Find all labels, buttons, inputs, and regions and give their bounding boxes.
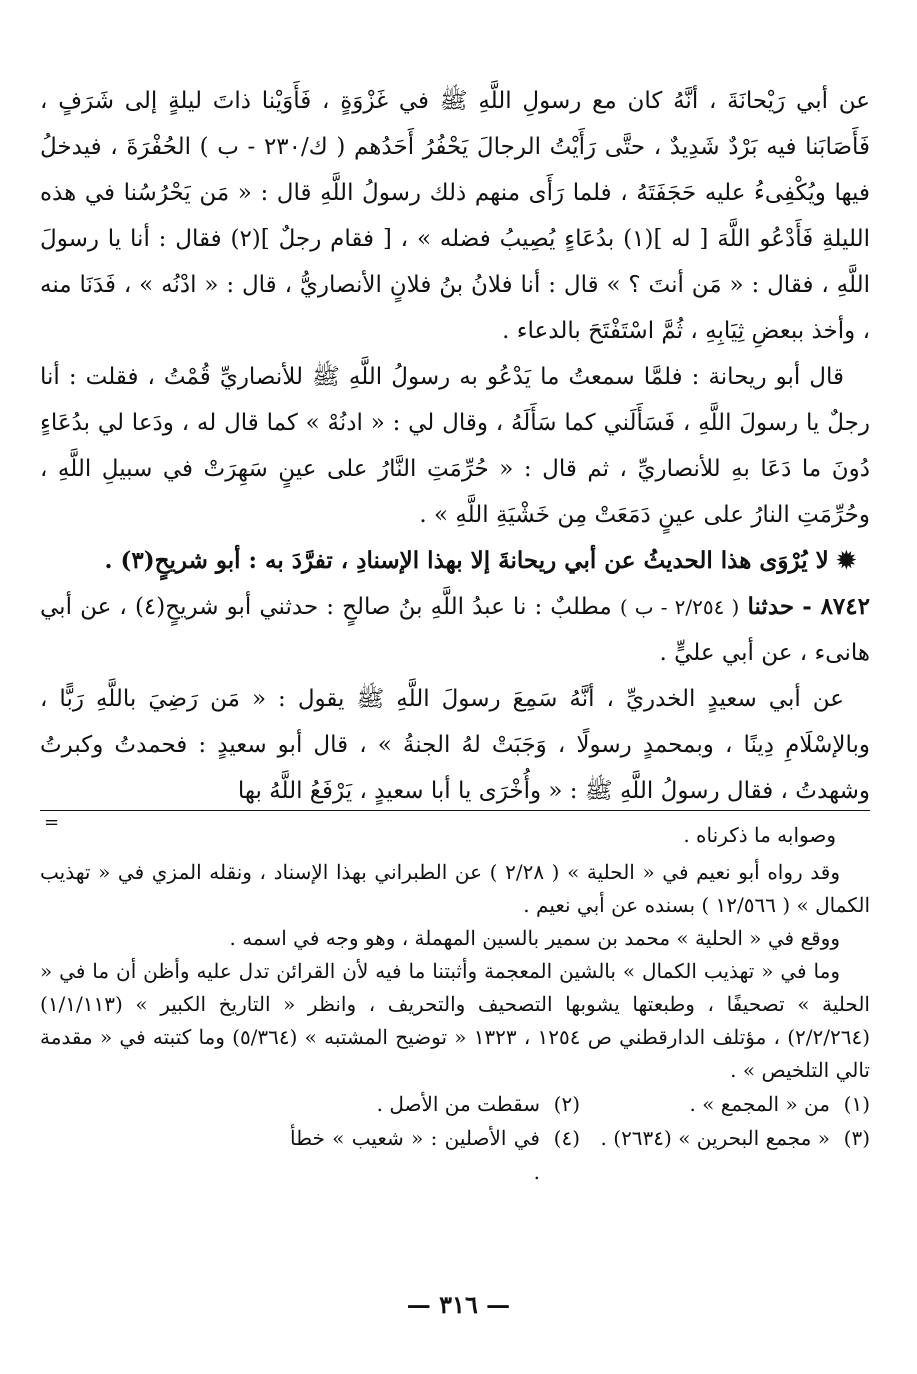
footnote-continuation: وصوابه ما ذكرناه . [683,823,836,847]
hadith-paragraph-3: عن أبي سعيدٍ الخدريِّ ، أنَّهُ سَمِعَ رسولَ اللَّهِ ﷺ يقول : « مَن رَضِيَ باللَّهِ رَبًّا ، وبالإسْلَامِ دِينًا ، وبمحمدٍ رسولًا ، وَجَبَتْ لهُ الجنةُ » ، قال أبو سعيدٍ : فحمدتُ وكبرتُ وشهدتُ ، فقال رسولُ اللَّهِ ﷺ : « وأُخْرَى يا أبا سعيدٍ ، يَرْفَعُ اللَّهُ بها [40,686,870,804]
footnote-row [40,1087,870,1121]
main-text [40,78,870,814]
footnote-2 [290,1087,580,1121]
hadith-paragraph-1: عن أبي رَيْحانَةَ ، أنَّهُ كان مع رسولِ اللَّهِ ﷺ في غَزْوَةٍ ، فَأَوَيْنا ذاتَ ليلةٍ إلى شَرَفٍ ، فَأَصَابَنا فيه بَرْدٌ شَدِيدٌ ، حتَّى رَأَيْتُ الرجالَ يَحْفُرُ أَحَدُهم ( ك/٢٣٠ - ب ) الحُفْرَةَ ، فيدخلُ فيها ويُكْفِىءُ عليه حَجَفَتَهُ ، فلما رَأَى منهم ذلك رسولُ اللَّهِ قال : « مَن يَحْرُسُنا في هذه الليلةِ فَأَدْعُو اللَّهَ [ له ](١) بدُعَاءٍ يُصِيبُ فضله » ، [ فقام رجلٌ ](٢) فقال : أنا يا رسولَ اللَّهِ ، فقال : « مَن أنتَ ؟ » قال : أنا فلانُ بنُ فلانٍ الأنصاريُّ ، قال : « ادْنُه » ، فَدَنَا منه ، وأخذ ببعضِ ثِيَابِهِ ، ثُمَّ اسْتَفْتَحَ بالدعاء . [40,88,870,344]
numbered-footnotes [40,1087,870,1189]
manuscript-ref: ( ٢/٢٥٤ - ب ) [619,595,740,619]
footnote-note-1: وقد رواه أبو نعيم في « الحلية » ( ٢/٢٨ ) عن الطبراني بهذا الإسناد ، ونقله المزي في « تهذيب الكمال » ( ١٢/٥٦٦ ) بسنده عن أبي نعيم . [40,860,870,917]
hadith-paragraph-2: قال أبو ريحانة : فلمَّا سمعتُ ما يَدْعُو به رسولُ اللَّهِ ﷺ للأنصاريِّ قُمْتُ ، فقلت : أنا رجلٌ يا رسولَ اللَّهِ ، فَسَأَلَني كما سَأَلَهُ ، وقال لي : « ادنُهْ » كما قال له ، ودَعا لي بدُعَاءٍ دُونَ ما دَعَا بهِ للأنصاريِّ ، ثم قال : « حُرِّمَتِ النَّارُ على عينٍ سَهِرَتْ في سبيلِ اللَّهِ ، وحُرِّمَتِ النارُ على عينٍ دَمَعَتْ مِن خَشْيَةِ اللَّهِ » . [40,364,870,528]
footnote-number: (٤) [553,1126,580,1150]
continuation-mark: = [44,812,60,833]
page-number: — ٣١٦ — [406,1290,511,1319]
footnote-text: في الأصلين : « شعيب » خطأ . [290,1126,540,1184]
hadith-number: ٨٧٤٢ - [802,593,870,620]
footnote-text: سقطت من الأصل . [376,1092,540,1116]
hadith-8742-header [40,584,870,676]
separator-line [40,810,870,811]
footnote-1 [580,1087,870,1121]
footnote-4 [290,1121,580,1189]
footnote-text: من « المجمع » . [689,1092,830,1116]
footnote-number: (١) [843,1092,870,1116]
haddathana-label: حدثنا [747,593,795,620]
footnote-notes [40,856,870,1087]
footnote-3 [580,1121,870,1189]
footnote-number: (٢) [553,1092,580,1116]
footnote-text: « مجمع البحرين » (٢٦٣٤) . [600,1126,830,1150]
footnote-note-3: وما في « تهذيب الكمال » بالشين المعجمة وأثبتنا ما فيه لأن القرائن تدل عليه وأظن أن ما في « الحلية » تصحيفًا ، وطبعتها يشوبها التصحيف والتحريف ، وانظر « التاريخ الكبير » (١/١/١١٣) (٢/٢/٢٦٤) ، مؤتلف الدارقطني ص ١٢٥٤ ، ١٣٢٣ « توضيح المشتبه » (٥/٣٦٤) وما كتبته في « مقدمة تالي التلخيص » . [40,959,870,1082]
footnote-separator [40,810,870,833]
isnad-note: ✹ لا يُرْوَى هذا الحديثُ عن أبي ريحانةَ إلا بهذا الإسنادِ ، تفرَّدَ به : أبو شريحٍ(٣) . [104,547,856,574]
book-page [40,78,870,1189]
footnote-number: (٣) [843,1126,870,1150]
footnote-note-2: ووقع في « الحلية » محمد بن سمير بالسين المهملة ، وهو وجه في اسمه . [229,926,840,950]
isnad-text: مطلبٌ : نا عبدُ اللَّهِ بنُ صالحٍ : حدثني أبو شريحٍ(٤) ، عن أبي هانىء ، عن أبي عليٍّ . [40,594,870,666]
footnote-row [40,1121,870,1189]
